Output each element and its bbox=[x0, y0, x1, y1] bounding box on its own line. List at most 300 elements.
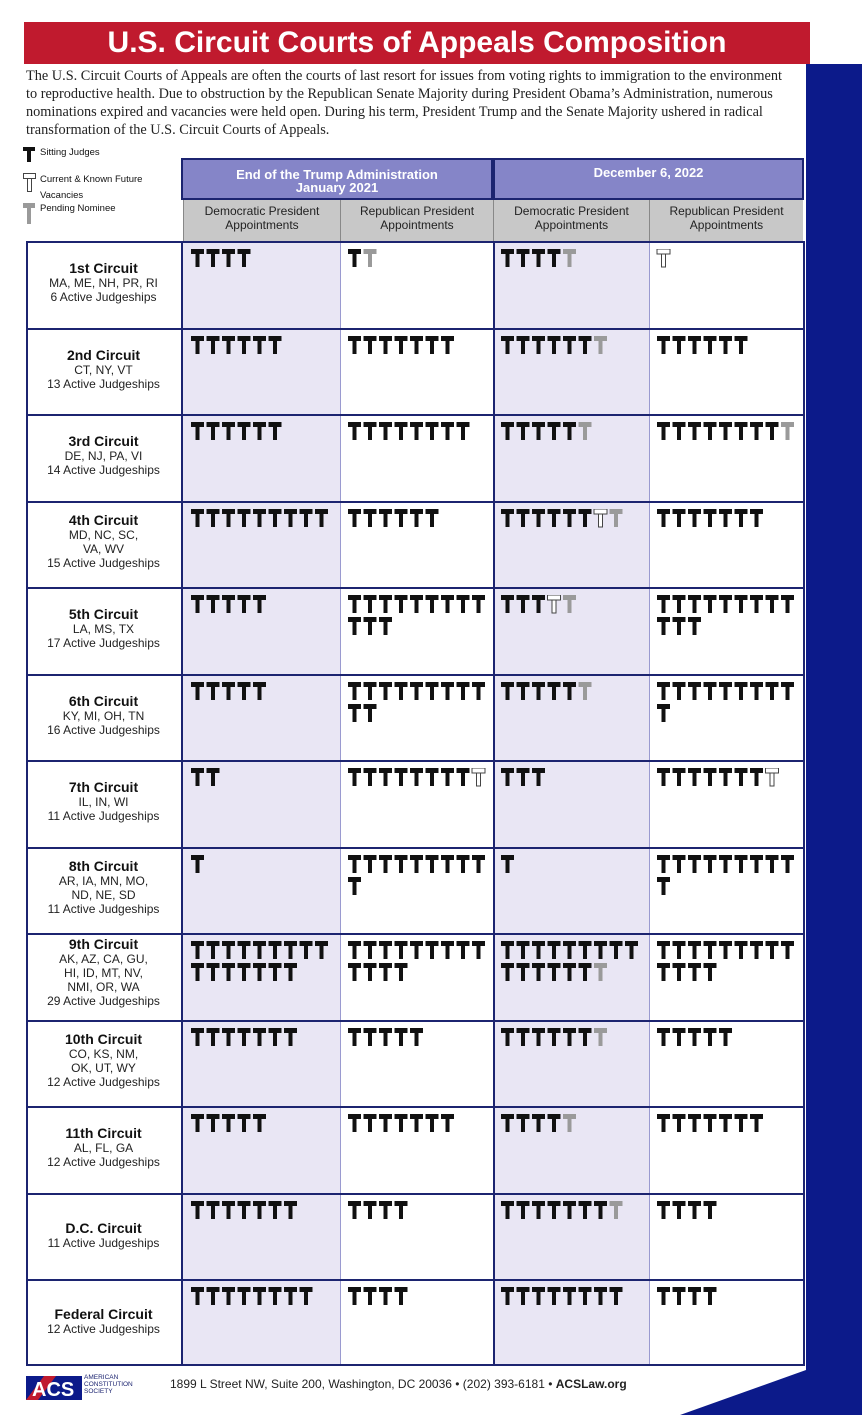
sitting-judge-icon bbox=[517, 1287, 530, 1305]
sitting-judge-icon bbox=[688, 1287, 701, 1305]
sitting-judge-icon bbox=[348, 336, 361, 354]
judge-cell bbox=[500, 249, 646, 326]
sitting-judge-icon bbox=[191, 509, 204, 527]
pending-nominee-icon bbox=[563, 595, 576, 613]
judge-cell bbox=[500, 682, 646, 759]
sitting-judge-icon bbox=[364, 941, 377, 959]
sitting-judge-icon bbox=[284, 1028, 297, 1046]
grid-hline bbox=[26, 328, 803, 330]
sitting-judge-icon bbox=[410, 768, 423, 786]
sitting-judge-icon bbox=[395, 595, 408, 613]
sitting-judge-icon bbox=[563, 941, 576, 959]
sitting-judge-icon bbox=[688, 336, 701, 354]
judge-cell bbox=[347, 768, 490, 845]
sitting-judge-icon bbox=[517, 422, 530, 440]
sitting-judge-icon bbox=[364, 336, 377, 354]
judge-cell bbox=[347, 1201, 490, 1278]
sitting-judge-icon bbox=[735, 509, 748, 527]
judge-cell bbox=[500, 1287, 646, 1364]
judge-cell bbox=[347, 1114, 490, 1191]
sitting-judge-icon bbox=[673, 422, 686, 440]
grid-hline bbox=[26, 760, 803, 762]
sitting-judge-icon bbox=[688, 1114, 701, 1132]
navy-side-band bbox=[806, 64, 862, 1370]
sitting-judge-icon bbox=[426, 682, 439, 700]
sitting-judge-icon bbox=[284, 1201, 297, 1219]
grid-hline bbox=[26, 1106, 803, 1108]
sitting-judge-icon bbox=[441, 336, 454, 354]
circuit-label bbox=[26, 433, 181, 477]
legend-sitting bbox=[22, 147, 100, 163]
sitting-judge-icon bbox=[395, 941, 408, 959]
sitting-judge-icon bbox=[673, 963, 686, 981]
sitting-judge-icon bbox=[532, 941, 545, 959]
sitting-judge-icon bbox=[379, 855, 392, 873]
pending-nominee-icon bbox=[610, 1201, 623, 1219]
sitting-judge-icon bbox=[673, 1201, 686, 1219]
sitting-judge-icon bbox=[704, 1201, 717, 1219]
sitting-judge-icon bbox=[563, 422, 576, 440]
judge-cell bbox=[190, 941, 337, 1018]
judge-cell bbox=[190, 422, 337, 499]
sitting-judge-icon bbox=[238, 509, 251, 527]
judge-cell bbox=[500, 1028, 646, 1105]
sitting-judge-icon bbox=[379, 617, 392, 635]
circuit-states: LA, MS, TX bbox=[72, 622, 135, 637]
sitting-judge-icon bbox=[532, 422, 545, 440]
sitting-judge-icon bbox=[22, 147, 38, 163]
sitting-judge-icon bbox=[688, 422, 701, 440]
circuit-states: NMI, OR, WA bbox=[67, 980, 140, 995]
sitting-judge-icon bbox=[517, 595, 530, 613]
sitting-judge-icon bbox=[253, 963, 266, 981]
pending-nominee-icon bbox=[594, 1028, 607, 1046]
sitting-judge-icon bbox=[364, 963, 377, 981]
judge-cell bbox=[656, 1114, 800, 1191]
circuit-states: HI, ID, MT, NV, bbox=[64, 966, 143, 981]
composition-table bbox=[26, 241, 803, 1366]
sitting-judge-icon bbox=[532, 1114, 545, 1132]
sitting-judge-icon bbox=[719, 682, 732, 700]
sitting-judge-icon bbox=[441, 682, 454, 700]
sitting-judge-icon bbox=[348, 682, 361, 700]
sitting-judge-icon bbox=[517, 249, 530, 267]
circuit-name: 1st Circuit bbox=[69, 260, 138, 277]
sitting-judge-icon bbox=[253, 336, 266, 354]
judge-cell bbox=[347, 855, 490, 932]
logo-line-2: CONSTITUTION bbox=[84, 1381, 133, 1388]
period-2-line1: December 6, 2022 bbox=[593, 165, 704, 180]
sitting-judge-icon bbox=[410, 595, 423, 613]
sitting-judge-icon bbox=[719, 941, 732, 959]
intro-paragraph: The U.S. Circuit Courts of Appeals are often the courts of last resort for issues from voting rights to immigration to the environment to reproductive health. Due to obstruction by the Republican Senate Majority during President Obama’s Administration, numerous nominations expired and vacancies were held open. During his term, President Trump and the Senate Majority ushered in radical transformation of the U.S. Circuit Courts of Appeals. bbox=[26, 68, 783, 138]
sitting-judge-icon bbox=[222, 963, 235, 981]
sitting-judge-icon bbox=[457, 768, 470, 786]
sitting-judge-icon bbox=[625, 941, 638, 959]
judge-cell bbox=[347, 422, 490, 499]
sitting-judge-icon bbox=[688, 1201, 701, 1219]
sitting-judge-icon bbox=[441, 941, 454, 959]
sitting-judge-icon bbox=[207, 941, 220, 959]
circuit-name: 5th Circuit bbox=[68, 606, 139, 623]
sitting-judge-icon bbox=[532, 682, 545, 700]
sitting-judge-icon bbox=[657, 682, 670, 700]
sitting-judge-icon bbox=[238, 941, 251, 959]
sitting-judge-icon bbox=[379, 963, 392, 981]
sitting-judge-icon bbox=[379, 336, 392, 354]
sitting-judge-icon bbox=[410, 1114, 423, 1132]
sitting-judge-icon bbox=[548, 509, 561, 527]
sitting-judge-icon bbox=[364, 1028, 377, 1046]
sitting-judge-icon bbox=[472, 855, 485, 873]
sitting-judge-icon bbox=[704, 941, 717, 959]
sitting-judge-icon bbox=[207, 1201, 220, 1219]
sitting-judge-icon bbox=[532, 595, 545, 613]
sitting-judge-icon bbox=[207, 595, 220, 613]
circuit-states: AR, IA, MN, MO, bbox=[58, 873, 149, 888]
grid-hline bbox=[26, 1193, 803, 1195]
sitting-judge-icon bbox=[191, 855, 204, 873]
sitting-judge-icon bbox=[457, 682, 470, 700]
sitting-judge-icon bbox=[517, 336, 530, 354]
sitting-judge-icon bbox=[501, 1028, 514, 1046]
sitting-judge-icon bbox=[704, 682, 717, 700]
grid-hline bbox=[26, 847, 803, 849]
sitting-judge-icon bbox=[284, 509, 297, 527]
sitting-judge-icon bbox=[517, 1028, 530, 1046]
sitting-judge-icon bbox=[395, 682, 408, 700]
sitting-judge-icon bbox=[207, 1028, 220, 1046]
sitting-judge-icon bbox=[673, 768, 686, 786]
pending-nominee-icon bbox=[22, 203, 38, 227]
sitting-judge-icon bbox=[410, 855, 423, 873]
sitting-judge-icon bbox=[517, 963, 530, 981]
sitting-judge-icon bbox=[501, 509, 514, 527]
sitting-judge-icon bbox=[517, 1201, 530, 1219]
sitting-judge-icon bbox=[579, 1287, 592, 1305]
grid-hline bbox=[26, 241, 803, 243]
judge-cell bbox=[656, 1201, 800, 1278]
grid-vline bbox=[181, 241, 183, 1366]
sitting-judge-icon bbox=[253, 1114, 266, 1132]
sitting-judge-icon bbox=[269, 941, 282, 959]
circuit-states: AL, FL, GA bbox=[73, 1141, 134, 1156]
legend-pending-label: Pending Nominee bbox=[40, 203, 116, 214]
sitting-judge-icon bbox=[501, 682, 514, 700]
sitting-judge-icon bbox=[364, 1287, 377, 1305]
sitting-judge-icon bbox=[207, 682, 220, 700]
judge-cell bbox=[347, 249, 490, 326]
sitting-judge-icon bbox=[673, 617, 686, 635]
sitting-judge-icon bbox=[501, 963, 514, 981]
sitting-judge-icon bbox=[284, 963, 297, 981]
acs-logo-text bbox=[84, 1374, 133, 1395]
period-header-jan-2021 bbox=[181, 158, 493, 200]
sitting-judge-icon bbox=[348, 509, 361, 527]
sitting-judge-icon bbox=[364, 855, 377, 873]
sitting-judge-icon bbox=[238, 682, 251, 700]
judge-cell bbox=[190, 509, 337, 586]
sitting-judge-icon bbox=[379, 1201, 392, 1219]
sitting-judge-icon bbox=[548, 422, 561, 440]
sitting-judge-icon bbox=[238, 1028, 251, 1046]
sitting-judge-icon bbox=[348, 1201, 361, 1219]
judge-cell bbox=[500, 422, 646, 499]
sitting-judge-icon bbox=[673, 509, 686, 527]
sitting-judge-icon bbox=[253, 941, 266, 959]
sitting-judge-icon bbox=[704, 422, 717, 440]
sitting-judge-icon bbox=[410, 1028, 423, 1046]
sitting-judge-icon bbox=[501, 249, 514, 267]
judge-cell bbox=[347, 509, 490, 586]
circuit-judgeships: 15 Active Judgeships bbox=[47, 555, 160, 570]
sitting-judge-icon bbox=[191, 249, 204, 267]
sitting-judge-icon bbox=[657, 509, 670, 527]
sitting-judge-icon bbox=[207, 963, 220, 981]
sitting-judge-icon bbox=[364, 682, 377, 700]
sitting-judge-icon bbox=[207, 336, 220, 354]
sitting-judge-icon bbox=[563, 963, 576, 981]
sitting-judge-icon bbox=[719, 422, 732, 440]
sitting-judge-icon bbox=[735, 768, 748, 786]
sitting-judge-icon bbox=[253, 1201, 266, 1219]
circuit-label bbox=[26, 260, 181, 304]
sitting-judge-icon bbox=[750, 595, 763, 613]
grid-hline bbox=[26, 1364, 803, 1366]
judge-cell bbox=[190, 1201, 337, 1278]
sitting-judge-icon bbox=[501, 768, 514, 786]
sitting-judge-icon bbox=[395, 1028, 408, 1046]
circuit-judgeships: 14 Active Judgeships bbox=[47, 463, 160, 478]
grid-hline bbox=[26, 1020, 803, 1022]
sitting-judge-icon bbox=[222, 509, 235, 527]
sitting-judge-icon bbox=[548, 336, 561, 354]
circuit-name: 3rd Circuit bbox=[68, 433, 139, 450]
sitting-judge-icon bbox=[379, 1287, 392, 1305]
sitting-judge-icon bbox=[532, 768, 545, 786]
sitting-judge-icon bbox=[704, 768, 717, 786]
sitting-judge-icon bbox=[594, 1287, 607, 1305]
sitting-judge-icon bbox=[269, 336, 282, 354]
sitting-judge-icon bbox=[441, 855, 454, 873]
footer-website-link[interactable]: ACSLaw.org bbox=[555, 1377, 627, 1391]
sitting-judge-icon bbox=[517, 1114, 530, 1132]
sitting-judge-icon bbox=[348, 1287, 361, 1305]
sitting-judge-icon bbox=[395, 768, 408, 786]
legend-pending bbox=[22, 203, 116, 227]
sitting-judge-icon bbox=[364, 595, 377, 613]
sitting-judge-icon bbox=[704, 1028, 717, 1046]
sitting-judge-icon bbox=[766, 595, 779, 613]
sitting-judge-icon bbox=[548, 1114, 561, 1132]
sitting-judge-icon bbox=[517, 682, 530, 700]
sitting-judge-icon bbox=[379, 1114, 392, 1132]
sitting-judge-icon bbox=[657, 1028, 670, 1046]
circuit-states: CO, KS, NM, bbox=[68, 1046, 139, 1061]
sitting-judge-icon bbox=[657, 855, 670, 873]
sitting-judge-icon bbox=[735, 941, 748, 959]
sitting-judge-icon bbox=[222, 249, 235, 267]
judge-cell bbox=[190, 249, 337, 326]
period-1-line2: January 2021 bbox=[295, 180, 379, 195]
sitting-judge-icon bbox=[563, 509, 576, 527]
subhead-dem-2021: Democratic President Appointments bbox=[183, 200, 340, 241]
judge-cell bbox=[500, 1201, 646, 1278]
sitting-judge-icon bbox=[457, 422, 470, 440]
sitting-judge-icon bbox=[238, 249, 251, 267]
circuit-judgeships: 12 Active Judgeships bbox=[47, 1155, 160, 1170]
legend-vacancies bbox=[22, 172, 160, 204]
circuit-name: 10th Circuit bbox=[64, 1030, 142, 1047]
sitting-judge-icon bbox=[704, 1114, 717, 1132]
pending-nominee-icon bbox=[364, 249, 377, 267]
sitting-judge-icon bbox=[253, 509, 266, 527]
sitting-judge-icon bbox=[348, 877, 361, 895]
judge-cell bbox=[656, 336, 800, 413]
sitting-judge-icon bbox=[688, 768, 701, 786]
sitting-judge-icon bbox=[348, 249, 361, 267]
sitting-judge-icon bbox=[579, 336, 592, 354]
sitting-judge-icon bbox=[579, 963, 592, 981]
sitting-judge-icon bbox=[657, 422, 670, 440]
judge-cell bbox=[190, 1028, 337, 1105]
circuit-states: MA, ME, NH, PR, RI bbox=[49, 276, 158, 291]
sitting-judge-icon bbox=[222, 682, 235, 700]
circuit-judgeships: 12 Active Judgeships bbox=[47, 1074, 160, 1089]
sitting-judge-icon bbox=[238, 1201, 251, 1219]
judge-cell bbox=[347, 336, 490, 413]
judge-cell bbox=[347, 1028, 490, 1105]
grid-divider bbox=[649, 241, 650, 1366]
sitting-judge-icon bbox=[657, 963, 670, 981]
sitting-judge-icon bbox=[379, 682, 392, 700]
sitting-judge-icon bbox=[300, 1287, 313, 1305]
sitting-judge-icon bbox=[688, 595, 701, 613]
sitting-judge-icon bbox=[348, 422, 361, 440]
pending-nominee-icon bbox=[594, 336, 607, 354]
sitting-judge-icon bbox=[719, 595, 732, 613]
circuit-states: AK, AZ, CA, GU, bbox=[59, 952, 148, 967]
sitting-judge-icon bbox=[253, 1287, 266, 1305]
judge-cell bbox=[190, 682, 337, 759]
sitting-judge-icon bbox=[750, 509, 763, 527]
sitting-judge-icon bbox=[688, 682, 701, 700]
sitting-judge-icon bbox=[750, 941, 763, 959]
sitting-judge-icon bbox=[395, 509, 408, 527]
sitting-judge-icon bbox=[673, 595, 686, 613]
sitting-judge-icon bbox=[207, 509, 220, 527]
circuit-states: VA, WV bbox=[82, 541, 125, 556]
sitting-judge-icon bbox=[517, 941, 530, 959]
circuit-label bbox=[26, 936, 181, 1008]
sitting-judge-icon bbox=[688, 617, 701, 635]
grid-hline bbox=[26, 674, 803, 676]
sitting-judge-icon bbox=[395, 1287, 408, 1305]
sitting-judge-icon bbox=[766, 941, 779, 959]
sitting-judge-icon bbox=[191, 682, 204, 700]
judge-cell bbox=[500, 1114, 646, 1191]
sitting-judge-icon bbox=[563, 1201, 576, 1219]
sitting-judge-icon bbox=[379, 422, 392, 440]
sitting-judge-icon bbox=[269, 963, 282, 981]
circuit-states: KY, MI, OH, TN bbox=[62, 708, 145, 723]
judge-cell bbox=[500, 509, 646, 586]
sitting-judge-icon bbox=[673, 855, 686, 873]
sitting-judge-icon bbox=[501, 1287, 514, 1305]
sitting-judge-icon bbox=[594, 1201, 607, 1219]
sitting-judge-icon bbox=[238, 1114, 251, 1132]
sitting-judge-icon bbox=[501, 336, 514, 354]
sitting-judge-icon bbox=[426, 855, 439, 873]
circuit-judgeships: 16 Active Judgeships bbox=[47, 722, 160, 737]
judge-cell bbox=[656, 855, 800, 932]
sitting-judge-icon bbox=[472, 682, 485, 700]
sitting-judge-icon bbox=[657, 941, 670, 959]
sitting-judge-icon bbox=[364, 422, 377, 440]
sitting-judge-icon bbox=[673, 1114, 686, 1132]
sitting-judge-icon bbox=[579, 941, 592, 959]
sitting-judge-icon bbox=[207, 1114, 220, 1132]
circuit-label bbox=[26, 858, 181, 916]
subhead-rep-2021: Republican President Appointments bbox=[340, 200, 493, 241]
subhead-rep-2022: Republican President Appointments bbox=[649, 200, 803, 241]
sitting-judge-icon bbox=[657, 595, 670, 613]
sitting-judge-icon bbox=[766, 682, 779, 700]
sitting-judge-icon bbox=[563, 682, 576, 700]
judge-cell bbox=[656, 682, 800, 759]
sitting-judge-icon bbox=[688, 941, 701, 959]
sitting-judge-icon bbox=[750, 768, 763, 786]
sitting-judge-icon bbox=[501, 422, 514, 440]
grid-divider bbox=[340, 241, 341, 1366]
circuit-name: 8th Circuit bbox=[68, 857, 139, 874]
judge-cell bbox=[347, 595, 490, 672]
pending-nominee-icon bbox=[594, 963, 607, 981]
sitting-judge-icon bbox=[379, 768, 392, 786]
pending-nominee-icon bbox=[563, 249, 576, 267]
vacancy-icon bbox=[22, 172, 38, 196]
sitting-judge-icon bbox=[719, 1028, 732, 1046]
circuit-states: OK, UT, WY bbox=[71, 1060, 136, 1075]
judge-cell bbox=[656, 422, 800, 499]
judge-cell bbox=[656, 509, 800, 586]
sitting-judge-icon bbox=[364, 1114, 377, 1132]
sitting-judge-icon bbox=[501, 1201, 514, 1219]
sitting-judge-icon bbox=[563, 336, 576, 354]
judge-cell bbox=[190, 855, 337, 932]
sitting-judge-icon bbox=[548, 682, 561, 700]
sitting-judge-icon bbox=[315, 941, 328, 959]
footer-contact bbox=[170, 1377, 627, 1391]
judge-cell bbox=[500, 941, 646, 1018]
pending-nominee-icon bbox=[563, 1114, 576, 1132]
pending-nominee-icon bbox=[781, 422, 794, 440]
sitting-judge-icon bbox=[410, 509, 423, 527]
sitting-judge-icon bbox=[532, 1201, 545, 1219]
sitting-judge-icon bbox=[548, 1028, 561, 1046]
sitting-judge-icon bbox=[410, 941, 423, 959]
sitting-judge-icon bbox=[191, 1201, 204, 1219]
judge-cell bbox=[190, 768, 337, 845]
sitting-judge-icon bbox=[191, 1114, 204, 1132]
sitting-judge-icon bbox=[410, 682, 423, 700]
sitting-judge-icon bbox=[348, 1028, 361, 1046]
logo-line-3: SOCIETY bbox=[84, 1388, 113, 1395]
sitting-judge-icon bbox=[410, 336, 423, 354]
sitting-judge-icon bbox=[673, 682, 686, 700]
sitting-judge-icon bbox=[315, 509, 328, 527]
vacancy-icon bbox=[548, 595, 561, 613]
